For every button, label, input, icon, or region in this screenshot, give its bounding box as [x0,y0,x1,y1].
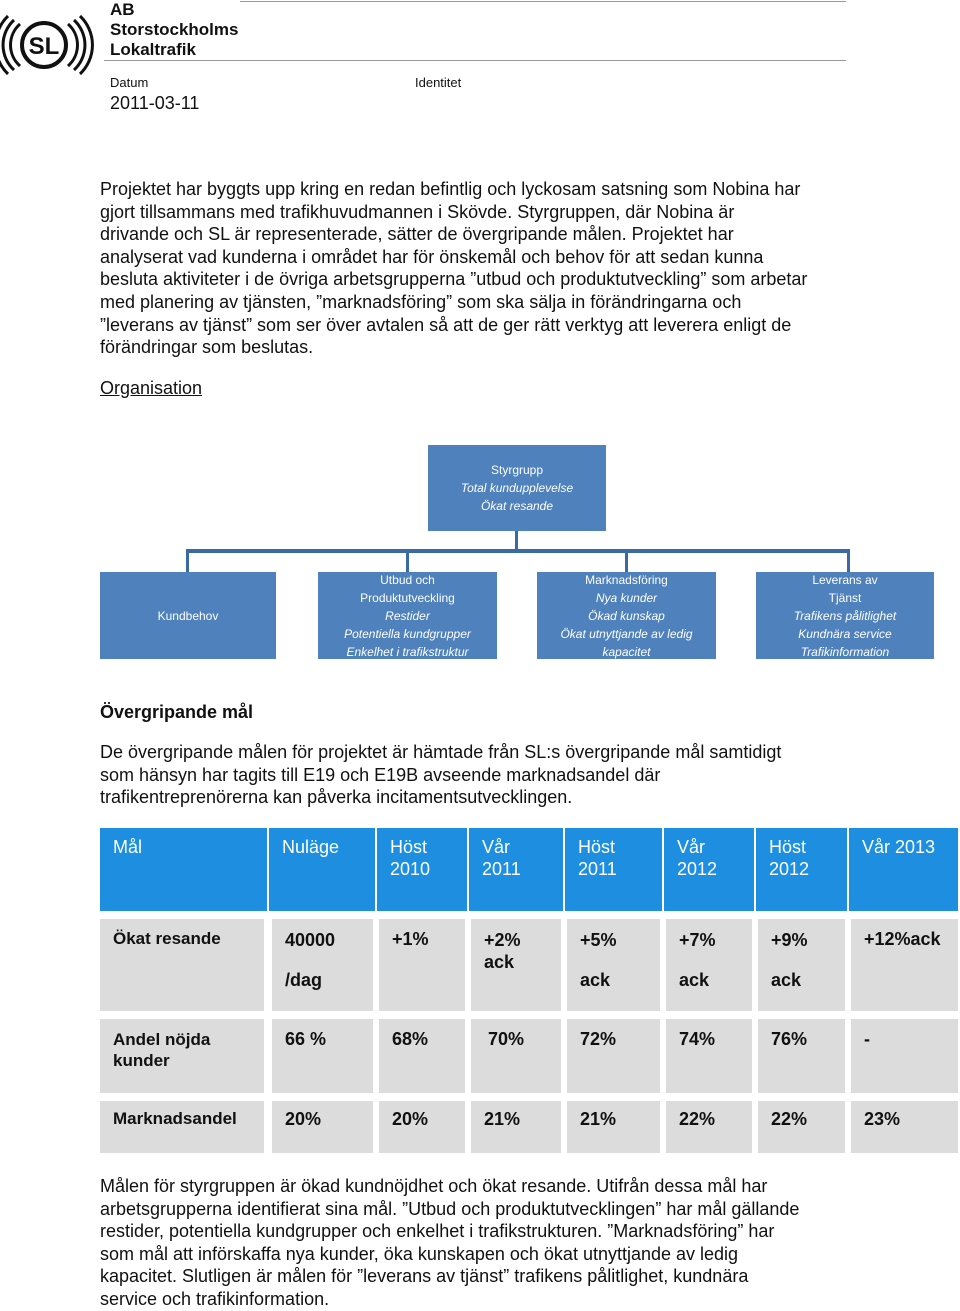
table-cell: - [848,1019,958,1093]
org-box-title: Utbud och [380,572,435,587]
text-line: med planering av tjänsten, ”marknadsföring” som ska sälja in förändringarna och [100,291,742,312]
date-label: Datum [110,75,149,90]
header-text: Höst [578,837,616,857]
connector-line [406,549,409,573]
org-box-title: Tjänst [828,590,862,605]
org-box-line: Nya kunder [595,590,658,605]
org-box-title: Leverans av [812,572,878,587]
connector-line [186,549,850,553]
header-text: 2011 [578,859,617,879]
org-box-line: Trafikinformation [800,644,890,659]
company-line: Lokaltrafik [110,40,196,59]
goals-paragraph [100,741,890,809]
table-cell: +2% ack [468,919,564,1011]
table-cell: +1% [376,919,468,1011]
text-line: analyserat vad kunderna i området har för önskemål och behov för att sedan kunna [100,246,764,267]
org-box-title: Produktutveckling [360,590,455,605]
table-cell: 21% [468,1101,564,1153]
table-cell: 20% [376,1101,468,1153]
table-header-cell [268,828,376,911]
intro-paragraph [100,178,890,359]
text-line: ”leverans av tjänst” som ser över avtalen så att de ger rätt verktyg att leverera enligt de [100,314,792,335]
org-box-line: Ökat resande [480,499,554,513]
header-text: Vår 2013 [862,837,936,857]
table-row [100,1101,958,1153]
org-box-title: Styrgrupp [490,463,544,477]
text-line: besluta aktiviteter i de övriga arbetsgrupperna ”utbud och produktutveckling” som arbetar [100,269,808,290]
table-cell: 74% [663,1019,755,1093]
sl-logo [0,6,100,82]
table-cell: 72% [564,1019,663,1093]
row-label: Ökat resande [100,919,268,1011]
company-line: AB [110,0,135,19]
table-header-row [100,828,958,911]
table-row [100,1019,958,1093]
table-cell: 23% [848,1101,958,1153]
header-text: 2010 [390,859,431,879]
table-cell: +5% ack [564,919,663,1011]
table-cell: 40000 /dag [268,919,376,1011]
goals-heading: Övergripande mål [100,702,254,722]
table-row [100,919,958,1011]
closing-paragraph [100,1175,890,1311]
date-value: 2011-03-11 [110,93,200,113]
text-line: kapacitet. Slutligen är målen för ”leverans av tjänst” trafikens pålitlighet, kundnära [100,1266,749,1287]
table-header-cell [564,828,663,911]
organisation-heading: Organisation [100,378,203,398]
connector-line [847,549,850,573]
table-header-cell [755,828,848,911]
text-line: gjort tillsammans med trafikhuvudmannen i Skövde. Styrgruppen, där Nobina är [100,201,735,222]
logo-text: SL [28,33,60,60]
org-box-title: Kundbehov [157,608,219,623]
header-text: 2012 [677,859,718,879]
text-line: trafikentreprenörerna kan påverka incitamentsutvecklingen. [100,787,573,808]
header-text: Vår [677,837,706,857]
connector-line [625,549,628,573]
table-header-cell [848,828,958,911]
table-header-cell [376,828,468,911]
table-cell: 21% [564,1101,663,1153]
text-line: drivande och SL är representerade, sätter de övergripande målen. Projektet har [100,224,734,245]
text-line: som hänsyn har tagits till E19 och E19B avseende marknadsandel där [100,764,661,785]
text-line: service och trafikinformation. [100,1288,330,1309]
row-label: Marknadsandel [100,1101,268,1153]
org-box-line: kapacitet [602,644,651,659]
table-cell: 66 % [268,1019,376,1093]
org-box-line: Enkelhet i trafikstruktur [346,644,469,659]
org-box-line: Kundnära service [798,626,892,641]
header-text: Höst [769,837,807,857]
table-cell: 20% [268,1101,376,1153]
identity-label: Identitet [415,75,462,90]
header-text: Mål [113,837,143,857]
org-box-leverans [756,572,934,659]
company-line: Storstockholms [110,20,239,39]
goals-table [100,828,958,1153]
org-box-marknadsforing [537,572,716,659]
org-box-utbud [318,572,497,659]
table-cell: 22% [663,1101,755,1153]
org-box-line: Ökad kunskap [588,608,665,623]
org-box-line: Potentiella kundgrupper [344,626,471,641]
connector-line [186,549,189,573]
org-box-line: Restider [385,608,430,623]
text-line: restider, potentiella kundgrupper och enkelhet i trafikstrukturen. ”Marknadsföring” har [100,1221,775,1242]
text-line: som mål att införskaffa nya kunder, öka kunskapen och ökat utnyttjande av ledig [100,1243,739,1264]
text-line: De övergripande målen för projektet är hämtade från SL:s övergripande mål samtidigt [100,742,782,762]
org-box-line: Total kundupplevelse [460,481,574,495]
header-rule-top [240,1,846,2]
text-line: Målen för styrgruppen är ökad kundnöjdhet och ökat resande. Utifrån dessa mål har [100,1176,768,1196]
table-cell: 70% [468,1019,564,1093]
table-cell: 76% [755,1019,848,1093]
header-rule [104,60,846,61]
table-cell: +12%ack [848,919,958,1011]
org-box-kundbehov [100,572,276,659]
header-text: Höst [390,837,428,857]
table-cell: 22% [755,1101,848,1153]
table-header-cell [100,828,268,911]
company-name [110,0,238,60]
org-box-line: Ökat utnyttjande av ledig [560,626,693,641]
text-line: Projektet har byggts upp kring en redan befintlig och lyckosam satsning som Nobina har [100,179,801,199]
text-line: arbetsgrupperna identifierat sina mål. ”Utbud och produktutvecklingen” har mål gällande [100,1198,800,1219]
org-box-title: Marknadsföring [585,572,668,587]
table-cell: 68% [376,1019,468,1093]
table-cell: +7% ack [663,919,755,1011]
header-text: 2011 [482,859,521,879]
connector-line [515,531,518,551]
table-header-cell [663,828,755,911]
table-cell: +9% ack [755,919,848,1011]
table-header-cell [468,828,564,911]
header-text: Nuläge [282,837,340,857]
text-line: förändringar som beslutas. [100,337,314,358]
org-box-styrgrupp [428,445,606,531]
header-text: Vår [482,837,511,857]
header-text: 2012 [769,859,810,879]
org-box-line: Trafikens pålitlighet [793,608,897,623]
row-label: Andel nöjda kunder [100,1019,268,1093]
